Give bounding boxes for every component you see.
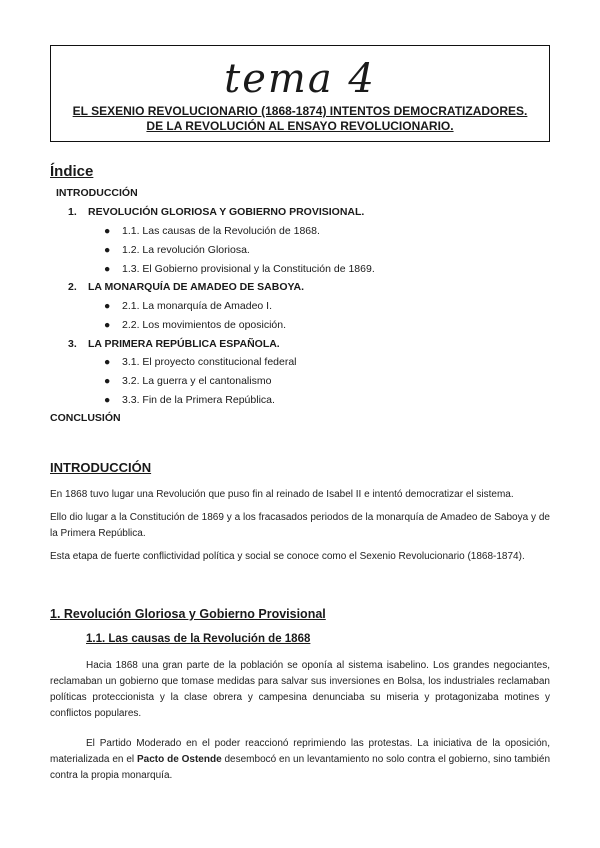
subtitle-line-2: DE LA REVOLUCIÓN AL ENSAYO REVOLUCIONARIO.: [146, 119, 454, 133]
toc-item: [104, 225, 320, 237]
paragraph-text: desembocó en un levantamiento no solo contra el gobierno, sino también contra la propia monarquía.: [50, 754, 551, 781]
title-box: [50, 45, 550, 142]
toc-section-3: [68, 338, 280, 350]
index-heading: Índice: [50, 163, 94, 180]
toc-item-label: 1.2. La revolución Gloriosa.: [122, 244, 250, 256]
bullet-icon: ●: [104, 375, 111, 387]
toc-section-num: 1.: [68, 206, 77, 218]
toc-item: [104, 356, 297, 368]
toc-item-label: 3.2. La guerra y el cantonalismo: [122, 375, 272, 387]
bullet-icon: ●: [104, 263, 111, 275]
intro-paragraph-2: Ello dio lugar a la Constitución de 1869 y a los fracasados periodos de la monarquía de Amadeo de Saboya y de la Primera República.: [50, 512, 550, 539]
toc-conclusion: CONCLUSIÓN: [50, 412, 121, 424]
bullet-icon: ●: [104, 300, 111, 312]
toc-item-label: 2.2. Los movimientos de oposición.: [122, 319, 287, 331]
toc-item: [104, 263, 375, 275]
toc-section-num: 2.: [68, 281, 77, 293]
toc-item: [104, 244, 250, 256]
paragraph-text: El Partido Moderado en el poder reaccionó reprimiendo las protestas. La iniciativa de la oposición, materializada en el: [50, 738, 550, 765]
bullet-icon: ●: [104, 319, 111, 331]
toc-section-num: 3.: [68, 338, 77, 350]
toc-item: [104, 319, 286, 331]
section-1-paragraph-1: Hacia 1868 una gran parte de la población se oponía al sistema isabelino. Los grandes negociantes, reclamaban un gobierno que tomase medidas para salvar sus inversiones en Bolsa, los industriales reclamaban políticas proteccionista y la clase obrera y campesina denunciaba su miseria y protagonizaba motines y conflictos populares.: [50, 660, 550, 719]
toc-section-2: [68, 281, 304, 293]
section-1-paragraph-2: [50, 736, 550, 784]
intro-paragraph-3: Esta etapa de fuerte conflictividad política y social se conoce como el Sexenio Revolucionario (1868-1874).: [50, 551, 525, 562]
toc-item-label: 1.3. El Gobierno provisional y la Constitución de 1869.: [122, 263, 375, 275]
bullet-icon: ●: [104, 356, 111, 368]
toc-intro: INTRODUCCIÓN: [56, 187, 138, 199]
toc-item-label: 3.1. El proyecto constitucional federal: [122, 356, 297, 368]
toc-section-title: LA PRIMERA REPÚBLICA ESPAÑOLA.: [88, 338, 280, 350]
tema-title: tema 4: [224, 56, 376, 102]
toc-item-label: 3.3. Fin de la Primera República.: [122, 394, 275, 406]
toc-section-title: LA MONARQUÍA DE AMADEO DE SABOYA.: [88, 281, 305, 293]
section-1-1-heading: 1.1. Las causas de la Revolución de 1868: [86, 633, 311, 645]
pacto-de-ostende: Pacto de Ostende: [136, 754, 222, 765]
bullet-icon: ●: [104, 225, 111, 237]
toc-item-label: 1.1. Las causas de la Revolución de 1868.: [122, 225, 320, 237]
bullet-icon: ●: [104, 394, 111, 406]
bullet-icon: ●: [104, 244, 111, 256]
toc-item: [104, 394, 275, 406]
intro-paragraph-1: En 1868 tuvo lugar una Revolución que puso fin al reinado de Isabel II e intentó democratizar el sistema.: [50, 489, 514, 500]
section-1-heading: 1. Revolución Gloriosa y Gobierno Provisional: [50, 607, 326, 621]
toc-section-1: [68, 206, 364, 218]
intro-heading: INTRODUCCIÓN: [50, 460, 152, 475]
toc-item: [104, 300, 272, 312]
toc-item-label: 2.1. La monarquía de Amadeo I.: [122, 300, 273, 312]
toc-section-title: REVOLUCIÓN GLORIOSA Y GOBIERNO PROVISIONAL.: [88, 206, 365, 218]
subtitle-line-1: EL SEXENIO REVOLUCIONARIO (1868-1874) INTENTOS DEMOCRATIZADORES.: [72, 104, 528, 118]
toc-item: [104, 375, 271, 387]
